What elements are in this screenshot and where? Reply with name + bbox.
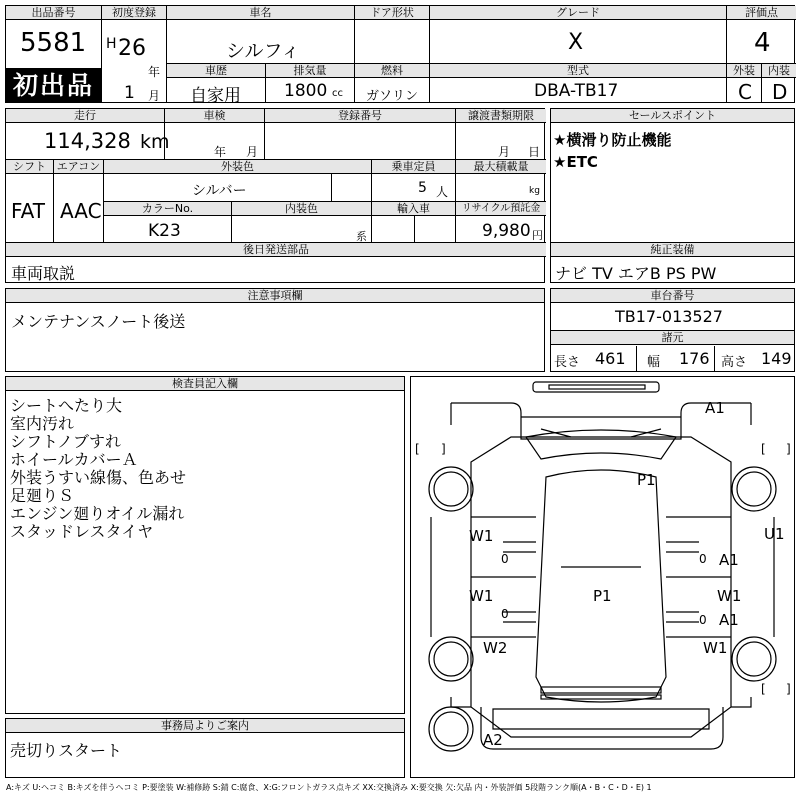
inspector-item: ホイールカバーＡ bbox=[10, 450, 138, 469]
transfer-month-unit: 月 bbox=[498, 145, 511, 159]
office-value: 売切りスタート bbox=[10, 741, 123, 760]
damage-mark: W1 bbox=[717, 587, 742, 605]
registration-label: 初度登録 bbox=[102, 6, 166, 20]
header-block bbox=[5, 5, 795, 106]
sales-points-label: セールスポイント bbox=[551, 109, 794, 123]
door-label: ドア形状 bbox=[355, 6, 429, 20]
displacement-value: 1800 bbox=[284, 81, 328, 101]
damage-mark: A1 bbox=[705, 399, 725, 417]
chassis-label: 車台番号 bbox=[551, 289, 794, 303]
ext-color-label: 外装色 bbox=[104, 160, 371, 174]
registration-month-unit: 月 bbox=[148, 89, 161, 103]
damage-mark: 0 bbox=[699, 613, 707, 627]
bracket-mark: ] bbox=[786, 442, 791, 456]
lot-number: 5581 bbox=[20, 28, 87, 58]
history-value: 自家用 bbox=[190, 86, 241, 106]
damage-mark: W1 bbox=[469, 527, 494, 545]
fuel-value: ガソリン bbox=[366, 89, 419, 104]
damage-mark: P1 bbox=[637, 471, 656, 489]
inspector-item: エンジン廻りオイル漏れ bbox=[10, 504, 185, 523]
exterior-grade: C bbox=[738, 80, 752, 104]
mileage-unit: km bbox=[140, 131, 170, 153]
legend-text: A:キズ U:ヘコミ B:キズを伴うヘコミ P:要塗装 W:補修跡 S:錆 C:腐食、X:G:フロントガラス点キズ XX:交換済み X:要交換 欠:欠品 内・外装評価 5段階ランク順(A・B・C・D・E) 1 bbox=[6, 783, 652, 792]
height-label: 高さ bbox=[721, 355, 748, 370]
inspection-month-unit: 月 bbox=[246, 145, 259, 159]
chassis-block bbox=[550, 288, 795, 372]
equipment-value: ナビ TV エアB PS PW bbox=[555, 264, 717, 283]
registration-era: H bbox=[106, 36, 117, 52]
interior-grade: D bbox=[772, 80, 788, 104]
bracket-mark: [ bbox=[761, 442, 766, 456]
color-no-value: K23 bbox=[148, 221, 181, 241]
capacity-label: 乗車定員 bbox=[372, 160, 455, 174]
capacity-value: 5 bbox=[418, 180, 427, 196]
fuel-label: 燃料 bbox=[355, 64, 429, 78]
office-block bbox=[5, 718, 405, 778]
later-parts-value: 車両取説 bbox=[11, 264, 76, 283]
lot-label: 出品番号 bbox=[6, 6, 101, 20]
vehicle-detail-block bbox=[5, 108, 545, 283]
exterior-label: 外装 bbox=[727, 64, 761, 78]
inspector-label: 検査員記入欄 bbox=[6, 377, 404, 391]
ext-color-value: シルバー bbox=[192, 183, 247, 199]
int-color-label: 内装色 bbox=[232, 202, 371, 216]
inspector-item: 外装うすい線傷、色あせ bbox=[10, 468, 187, 487]
bracket-mark: ] bbox=[441, 442, 446, 456]
model-value: DBA-TB17 bbox=[534, 81, 619, 101]
car-name-label: 車名 bbox=[167, 6, 354, 20]
later-parts-label: 後日発送部品 bbox=[6, 243, 546, 257]
bracket-mark: ] bbox=[786, 682, 791, 696]
inspector-block bbox=[5, 376, 405, 714]
notes-label: 注意事項欄 bbox=[6, 289, 544, 303]
length-label: 長さ bbox=[554, 355, 581, 370]
inspector-item: シフトノブすれ bbox=[10, 432, 122, 451]
shift-label: シフト bbox=[6, 160, 53, 174]
score-label: 評価点 bbox=[727, 6, 796, 20]
car-outline bbox=[411, 377, 794, 777]
import-label: 輸入車 bbox=[372, 202, 455, 216]
sales-point-2: ★ETC bbox=[553, 153, 598, 171]
grade-label: グレード bbox=[430, 6, 726, 20]
recycle-label: リサイクル預託金 bbox=[456, 202, 546, 216]
damage-mark: A1 bbox=[719, 551, 739, 569]
model-label: 型式 bbox=[430, 64, 726, 78]
car-name-value: シルフィ bbox=[226, 40, 301, 62]
bracket-mark: [ bbox=[415, 442, 420, 456]
registration-year: 26 bbox=[118, 36, 146, 61]
shift-value: FAT bbox=[11, 199, 46, 223]
equipment-label: 純正装備 bbox=[551, 243, 794, 257]
registration-year-unit: 年 bbox=[148, 65, 161, 79]
interior-label: 内装 bbox=[762, 64, 796, 78]
registration-month: 1 bbox=[124, 83, 135, 103]
max-load-unit: kg bbox=[529, 186, 540, 196]
width-label: 幅 bbox=[647, 355, 661, 370]
damage-mark: 0 bbox=[699, 552, 707, 566]
inspector-list bbox=[10, 397, 186, 541]
inspector-item: シートへたり大 bbox=[10, 396, 123, 415]
history-label: 車歴 bbox=[167, 64, 265, 78]
notes-value: メンテナンスノート後送 bbox=[11, 312, 186, 331]
damage-mark: 0 bbox=[501, 607, 509, 621]
inspection-year-unit: 年 bbox=[214, 145, 227, 159]
displacement-label: 排気量 bbox=[266, 64, 354, 78]
height-value: 149 bbox=[761, 349, 792, 368]
inspector-item: 室内汚れ bbox=[10, 414, 75, 433]
transfer-day-unit: 日 bbox=[528, 145, 541, 159]
transfer-deadline-label: 譲渡書類期限 bbox=[456, 109, 546, 123]
aircon-value: AAC bbox=[60, 199, 102, 223]
car-diagram bbox=[410, 376, 795, 778]
damage-mark: 0 bbox=[501, 552, 509, 566]
damage-mark: U1 bbox=[764, 525, 785, 543]
max-load-label: 最大積載量 bbox=[456, 160, 546, 174]
chassis-value: TB17-013527 bbox=[615, 307, 723, 326]
first-listing-badge: 初出品 bbox=[6, 68, 101, 103]
aircon-label: エアコン bbox=[54, 160, 103, 174]
mileage-value: 114,328 bbox=[44, 129, 131, 153]
plate-label: 登録番号 bbox=[265, 109, 455, 123]
sales-points-block bbox=[550, 108, 795, 283]
sales-point-1: ★横滑り防止機能 bbox=[553, 131, 672, 149]
inspector-item: スタッドレスタイヤ bbox=[10, 522, 154, 541]
capacity-unit: 人 bbox=[436, 185, 449, 199]
displacement-unit: cc bbox=[332, 88, 343, 99]
recycle-value: 9,980 bbox=[482, 221, 531, 241]
damage-mark: A1 bbox=[719, 611, 739, 629]
recycle-unit: 円 bbox=[532, 229, 543, 242]
office-label: 事務局よりご案内 bbox=[6, 719, 404, 733]
width-value: 176 bbox=[679, 349, 710, 368]
inspection-label: 車検 bbox=[165, 109, 264, 123]
dimensions-label: 諸元 bbox=[551, 331, 794, 345]
damage-mark: W1 bbox=[469, 587, 494, 605]
bracket-mark: [ bbox=[761, 682, 766, 696]
int-color-unit: 系 bbox=[356, 230, 367, 243]
inspector-item: 足廻りＳ bbox=[10, 486, 75, 505]
color-no-label: カラーNo. bbox=[104, 202, 231, 216]
damage-mark: P1 bbox=[593, 587, 612, 605]
mileage-label: 走行 bbox=[6, 109, 164, 123]
notes-block bbox=[5, 288, 545, 372]
grade-value: X bbox=[568, 30, 584, 55]
length-value: 461 bbox=[595, 349, 626, 368]
score-value: 4 bbox=[754, 28, 771, 58]
damage-mark: A2 bbox=[483, 731, 503, 749]
damage-mark: W1 bbox=[703, 639, 728, 657]
damage-mark: W2 bbox=[483, 639, 508, 657]
